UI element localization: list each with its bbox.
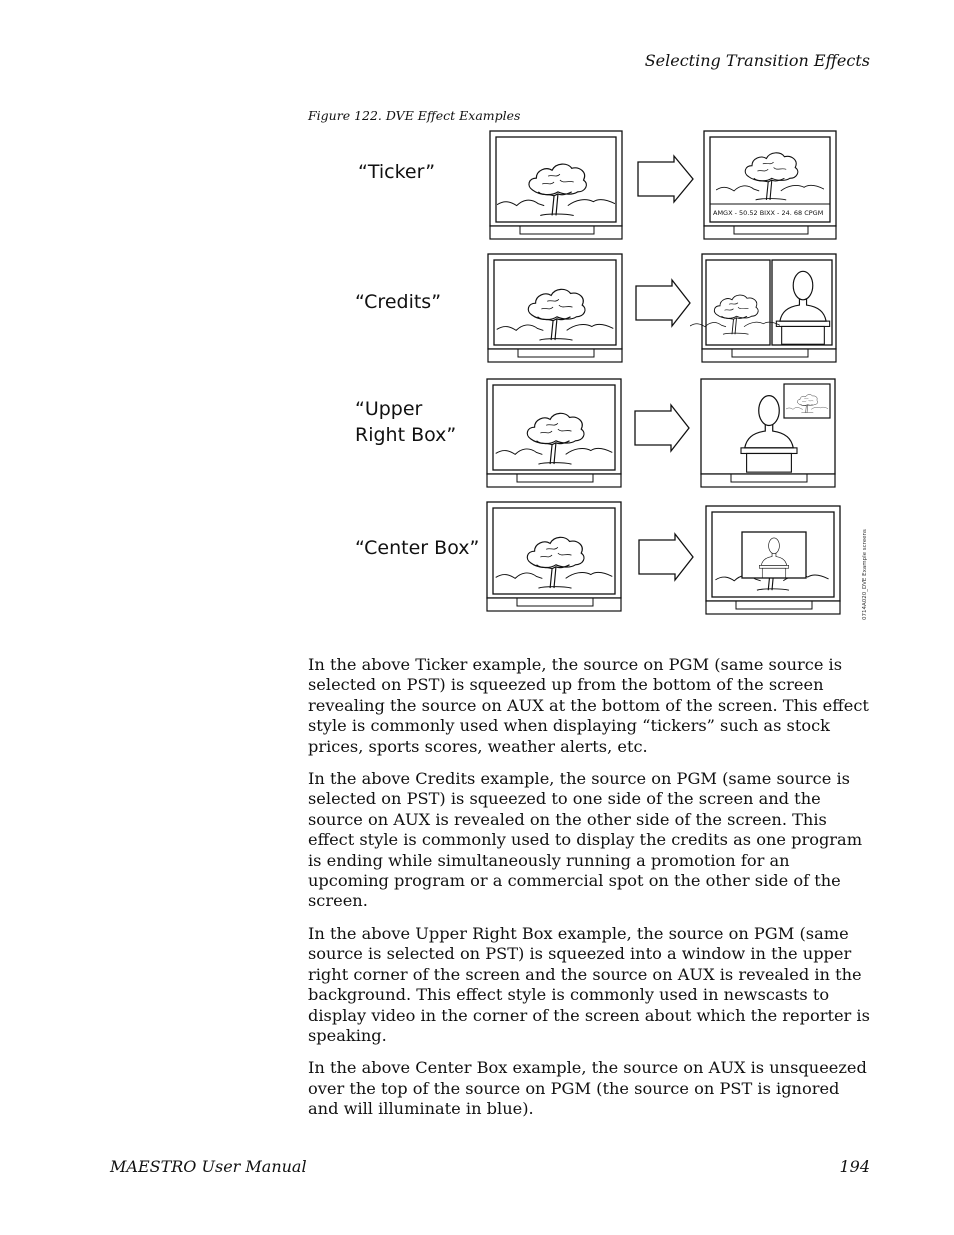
arrow-icon — [638, 156, 693, 202]
body-text — [308, 655, 870, 1132]
label-upper-line1: “Upper — [355, 398, 423, 420]
center-box-source-monitor — [487, 502, 621, 611]
arrow-icon — [635, 405, 689, 451]
label-ticker: “Ticker” — [358, 161, 436, 183]
upper-right-result-monitor — [701, 379, 835, 487]
page-number: 194 — [839, 1157, 870, 1176]
paragraph-center-box: In the above Center Box example, the source on AUX is unsqueezed over the top of the source on PGM (the source on PST is ignored and will illuminate in blue). — [308, 1058, 867, 1119]
arrow-icon — [636, 280, 690, 326]
ticker-strip-text: AMGX - 50.52 BIXX - 24. 68 CPGM — [713, 209, 824, 217]
ticker-result-monitor — [704, 131, 836, 239]
figure-caption: Figure 122. DVE Effect Examples — [308, 108, 521, 123]
paragraph-credits: In the above Credits example, the source on PGM (same source is selected on PST) is squeezed to one side of the screen and the source on AUX is revealed on the other side of the screen. This effect style is commonly used to display the credits as one program is ending while simultaneously running a promotion for an upcoming program or a commercial spot on the other side of the screen. — [308, 769, 863, 911]
credits-source-monitor — [488, 254, 622, 362]
upper-right-source-monitor — [487, 379, 621, 487]
credits-result-monitor — [690, 254, 836, 362]
paragraph-ticker: In the above Ticker example, the source on PGM (same source is selected on PST) is squeezed up from the bottom of the screen revealing the source on AUX at the bottom of the screen. This effect style is commonly used when displaying “tickers” such as stock prices, sports scores, weather alerts, etc. — [308, 655, 869, 756]
label-upper-line2: Right Box” — [355, 424, 457, 446]
section-title: Selecting Transition Effects — [644, 51, 870, 70]
figure-image-id: 0714A020_DVE Example screens — [862, 529, 868, 620]
arrow-icon — [639, 534, 693, 580]
center-box-result-monitor — [706, 506, 840, 614]
footer-manual-title: MAESTRO User Manual — [110, 1157, 307, 1176]
label-center-box: “Center Box” — [355, 537, 480, 559]
label-credits: “Credits” — [355, 291, 442, 313]
ticker-source-monitor — [490, 131, 622, 239]
paragraph-upper-right: In the above Upper Right Box example, the source on PGM (same source is selected on PST) is squeezed into a window in the upper right corner of the screen and the source on AUX is revealed in the background. This effect style is commonly used in newscasts to display video in the corner of the screen about which the reporter is speaking. — [308, 923, 870, 1045]
